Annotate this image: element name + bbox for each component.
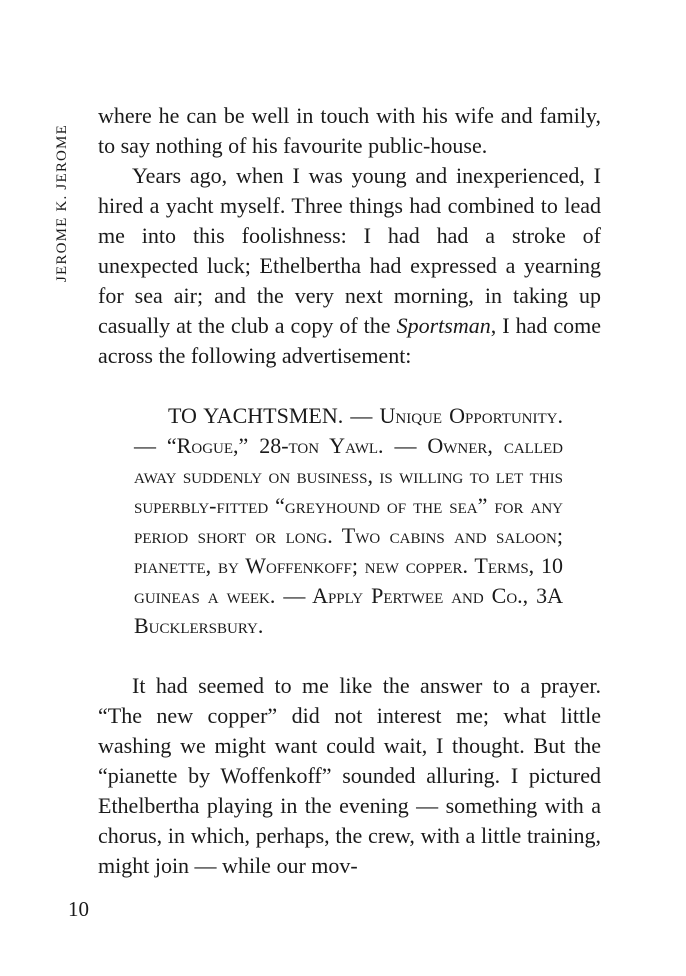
page-text: [98, 101, 601, 881]
paragraph-answer-to-prayer: It had seemed to me like the answer to a prayer. “The new copper” did not interest me; what little washing we might want could wait, I thought. But the “pianette by Woffenkoff” sounded alluring. I pictured Ethelbertha playing in the evening — something with a chorus, in which, perhaps, the crew, with a little training, might join — while our mov-: [98, 673, 601, 878]
paragraph-yacht-hire: [98, 161, 601, 371]
advertisement-text: [134, 401, 563, 641]
sportsman-title: Sportsman: [396, 313, 491, 338]
advertisement-body: Unique Opportunity. — “Rogue,” 28-ton Yawl. — Owner, called away suddenly on business, is willing to let this superbly-fitted “greyhound of the sea” for any period short or long. Two cabins and saloon; pianette, by Woffenkoff; new copper. Terms, 10 guineas a week. — Apply Pertwee and Co., 3A Bucklersbury.: [134, 403, 563, 638]
paragraph-yacht-hire-end: , I had come across the following advertisement:: [98, 313, 602, 368]
paragraph-continuation: where he can be well in touch with his wife and family, to say nothing of his favourite public-house.: [98, 103, 601, 158]
page-number: 10: [68, 897, 89, 921]
advertisement-lead: TO YACHTSMEN. —: [168, 403, 380, 428]
paragraph-yacht-hire-text: Years ago, when I was young and inexperienced, I hired a yacht myself. Three things had combined to lead me into this foolishness: I had had a stroke of unexpected luck; Ethelbertha had expressed a yearning for sea air; and the very next morning, in taking up casually at the club a copy of the: [98, 163, 601, 338]
running-head: JEROME K. JEROME: [54, 124, 70, 282]
advertisement: [134, 401, 563, 641]
